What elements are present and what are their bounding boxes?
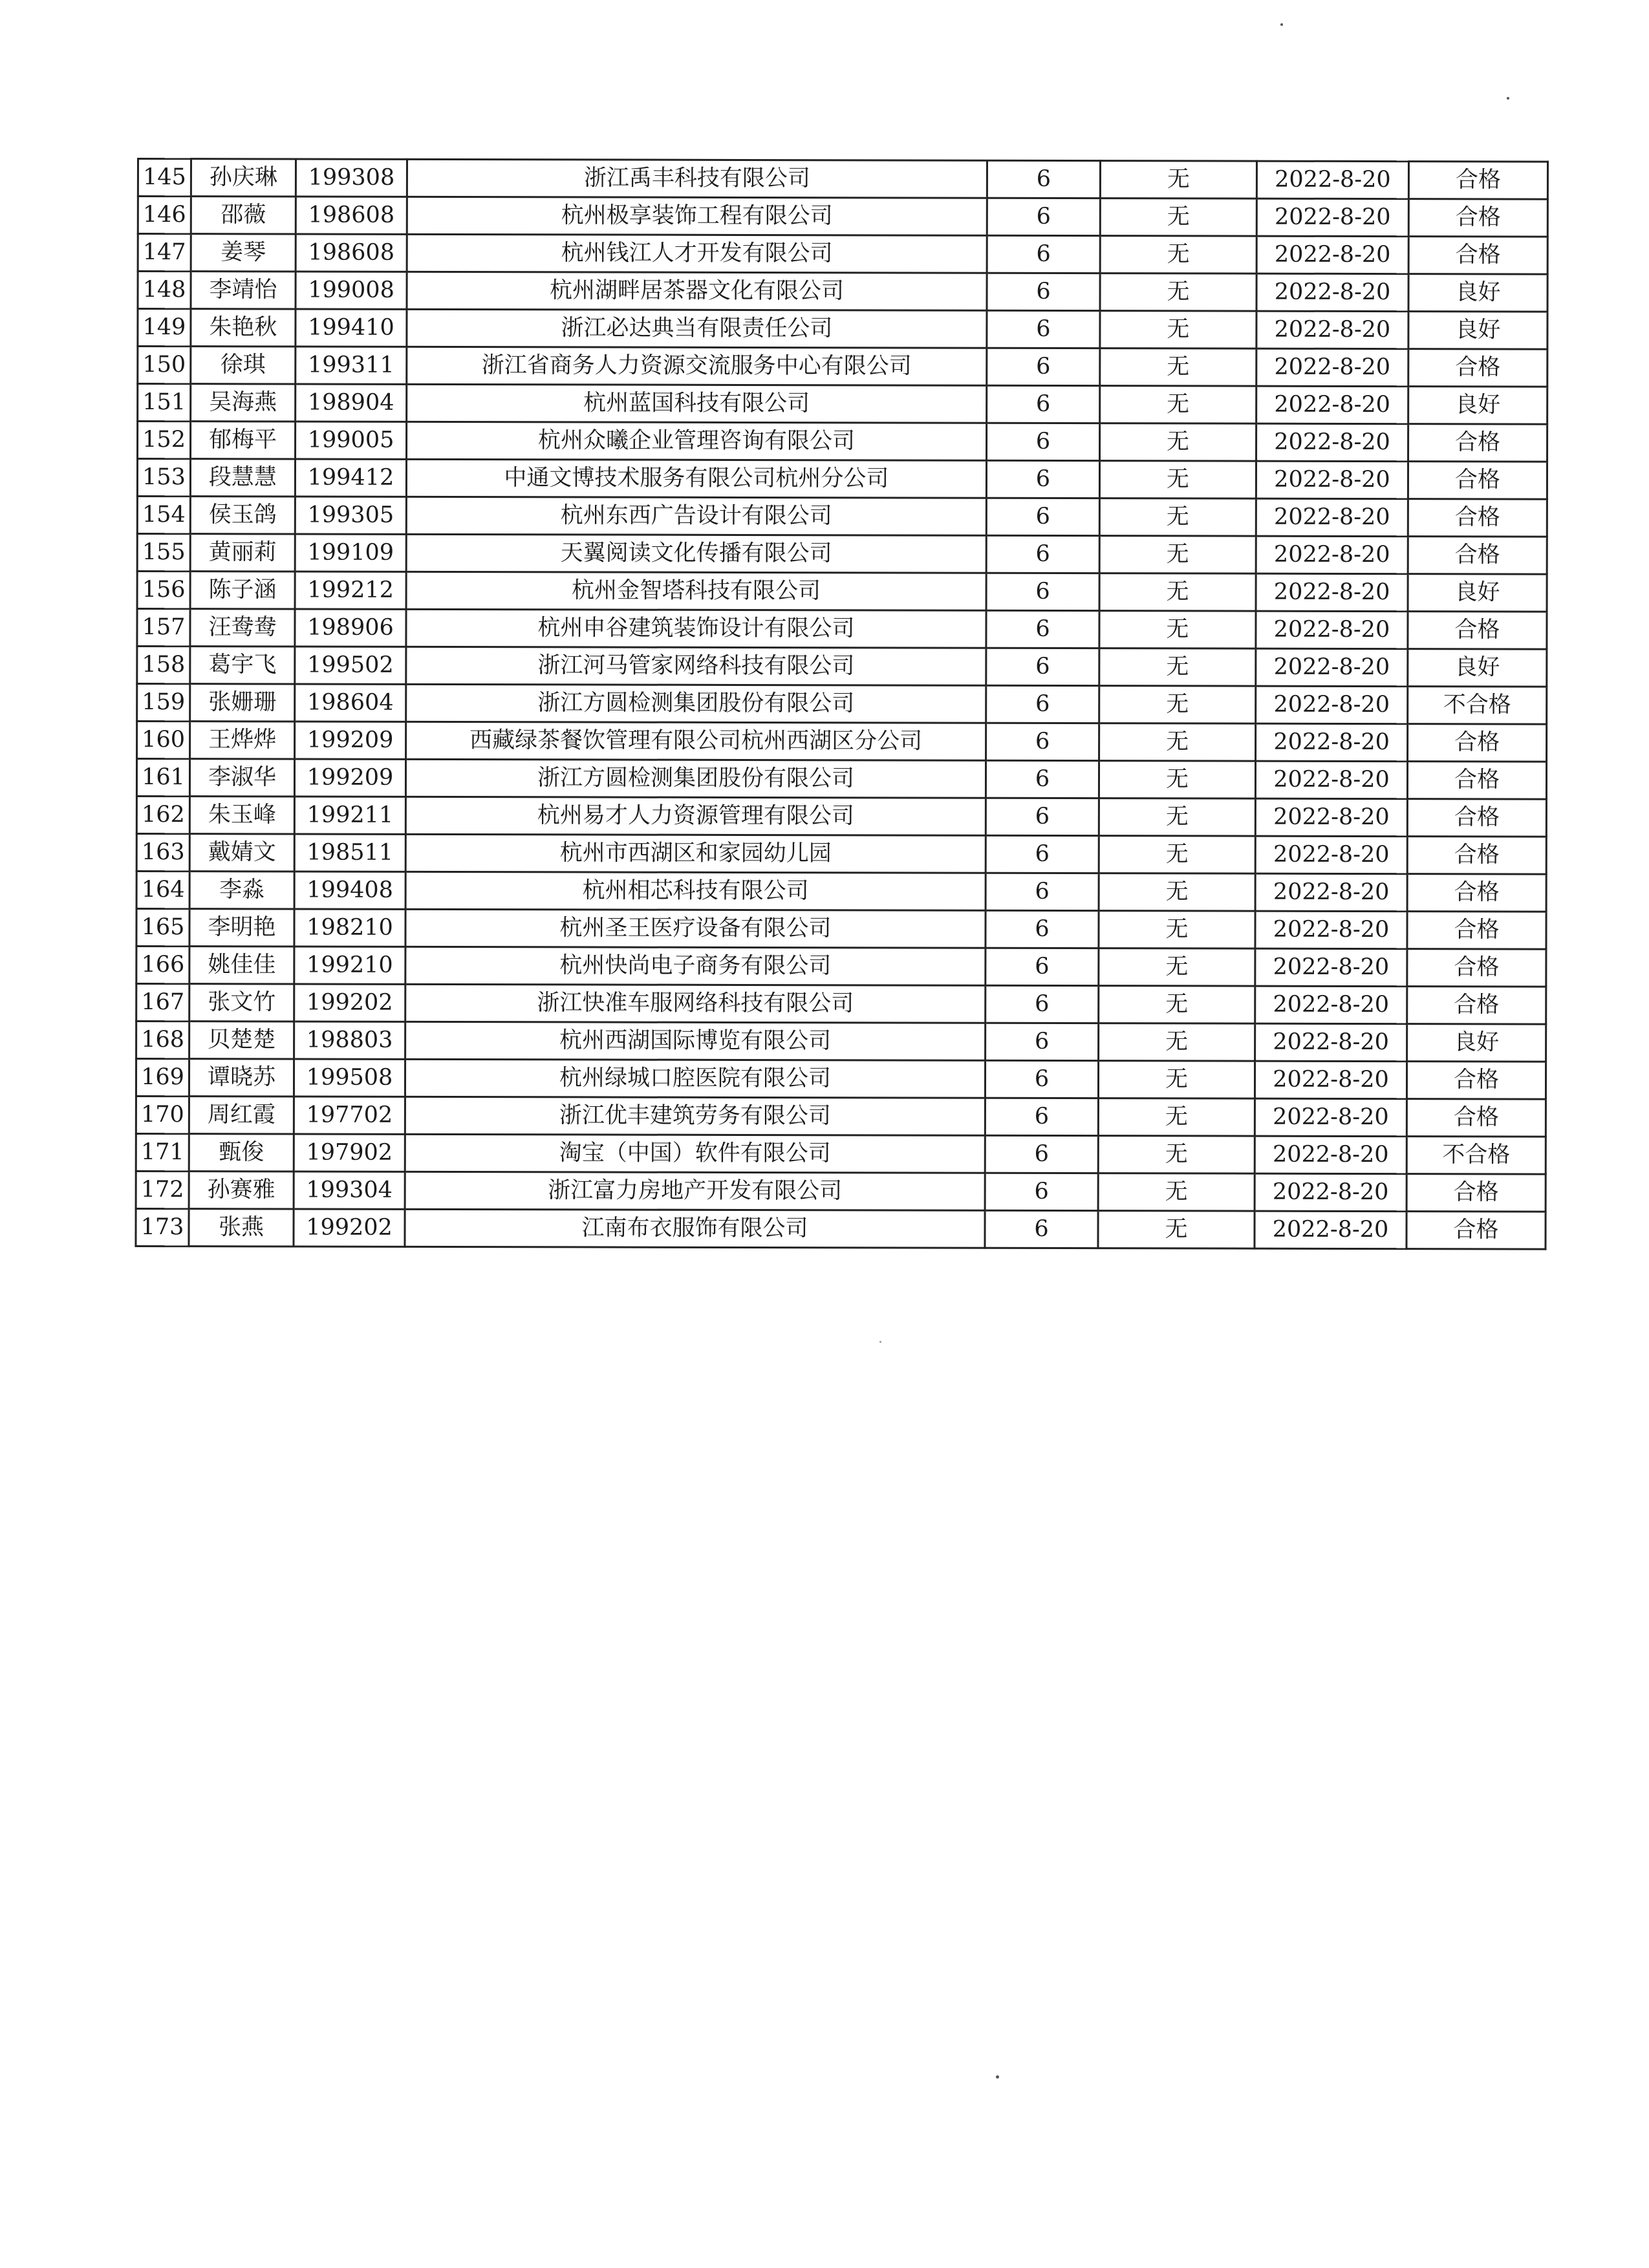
date: 2022-8-20 bbox=[1256, 161, 1408, 198]
remark: 无 bbox=[1100, 423, 1256, 462]
result: 合格 bbox=[1407, 874, 1546, 912]
remark: 无 bbox=[1099, 836, 1255, 874]
remark: 无 bbox=[1099, 948, 1255, 987]
table-row bbox=[136, 947, 1546, 987]
company-name: 江南布衣服饰有限公司 bbox=[405, 1209, 985, 1248]
birth-code: 199305 bbox=[295, 497, 406, 534]
row-number: 158 bbox=[137, 647, 190, 684]
remark: 无 bbox=[1099, 648, 1256, 687]
company-name: 天翼阅读文化传播有限公司 bbox=[406, 534, 986, 573]
person-name: 姜琴 bbox=[191, 234, 296, 272]
company-name: 杭州绿城口腔医院有限公司 bbox=[405, 1059, 985, 1098]
score: 6 bbox=[986, 760, 1099, 798]
date: 2022-8-20 bbox=[1255, 798, 1407, 836]
result: 不合格 bbox=[1408, 687, 1547, 724]
table-row bbox=[136, 1097, 1546, 1137]
date: 2022-8-20 bbox=[1255, 1211, 1406, 1248]
person-name: 侯玉鸽 bbox=[190, 497, 295, 534]
date: 2022-8-20 bbox=[1256, 686, 1408, 723]
birth-code: 199202 bbox=[294, 984, 405, 1022]
row-number: 147 bbox=[138, 234, 191, 272]
company-name: 杭州极享装饰工程有限公司 bbox=[407, 197, 987, 235]
company-name: 浙江禹丰科技有限公司 bbox=[407, 159, 987, 198]
date: 2022-8-20 bbox=[1256, 273, 1408, 311]
result: 合格 bbox=[1406, 1212, 1546, 1249]
score: 6 bbox=[986, 573, 1099, 610]
remark: 无 bbox=[1098, 1098, 1255, 1137]
company-name: 浙江省商务人力资源交流服务中心有限公司 bbox=[407, 347, 987, 385]
score: 6 bbox=[986, 985, 1099, 1023]
scan-speck bbox=[1507, 97, 1509, 100]
birth-code: 197702 bbox=[294, 1097, 405, 1134]
table-row bbox=[137, 459, 1547, 500]
score: 6 bbox=[986, 873, 1099, 910]
person-name: 吴海燕 bbox=[191, 384, 296, 422]
person-name: 贝楚楚 bbox=[189, 1022, 294, 1059]
table-row bbox=[138, 159, 1547, 200]
birth-code: 199109 bbox=[295, 534, 406, 572]
remark: 无 bbox=[1099, 1023, 1255, 1062]
birth-code: 199408 bbox=[294, 872, 405, 909]
row-number: 164 bbox=[136, 872, 189, 909]
result: 合格 bbox=[1408, 424, 1547, 462]
date: 2022-8-20 bbox=[1256, 311, 1408, 348]
person-name: 李淑华 bbox=[189, 759, 294, 797]
row-number: 154 bbox=[137, 497, 190, 534]
company-name: 浙江必达典当有限责任公司 bbox=[407, 309, 987, 348]
person-name: 周红霞 bbox=[189, 1097, 294, 1134]
company-name: 浙江方圆检测集团股份有限公司 bbox=[406, 684, 986, 723]
score: 6 bbox=[986, 648, 1099, 685]
birth-code: 198608 bbox=[296, 197, 407, 234]
remark: 无 bbox=[1099, 498, 1256, 537]
row-number: 153 bbox=[137, 459, 190, 497]
score: 6 bbox=[985, 1098, 1098, 1135]
result: 合格 bbox=[1407, 949, 1546, 987]
company-name: 杭州易才人力资源管理有限公司 bbox=[405, 797, 986, 835]
row-number: 169 bbox=[136, 1059, 189, 1097]
score: 6 bbox=[986, 723, 1099, 760]
row-number: 170 bbox=[136, 1097, 189, 1134]
birth-code: 198604 bbox=[295, 684, 406, 722]
remark: 无 bbox=[1100, 348, 1256, 387]
remark: 无 bbox=[1100, 386, 1256, 424]
date: 2022-8-20 bbox=[1256, 498, 1408, 536]
result: 合格 bbox=[1408, 237, 1547, 274]
remark: 无 bbox=[1099, 761, 1255, 799]
score: 6 bbox=[987, 423, 1100, 460]
table-row bbox=[137, 534, 1547, 575]
row-number: 163 bbox=[136, 834, 189, 872]
date: 2022-8-20 bbox=[1256, 386, 1408, 423]
birth-code: 199008 bbox=[296, 272, 407, 309]
row-number: 148 bbox=[138, 272, 191, 309]
date: 2022-8-20 bbox=[1255, 986, 1407, 1023]
table-row bbox=[136, 759, 1546, 800]
birth-code: 199210 bbox=[294, 947, 405, 984]
person-name: 孙赛雅 bbox=[189, 1171, 294, 1209]
score: 6 bbox=[985, 1135, 1098, 1173]
score: 6 bbox=[987, 273, 1100, 310]
score: 6 bbox=[987, 235, 1100, 273]
company-name: 浙江方圆检测集团股份有限公司 bbox=[405, 759, 986, 798]
score: 6 bbox=[985, 1060, 1098, 1098]
company-name: 杭州蓝国科技有限公司 bbox=[407, 384, 987, 423]
table-row bbox=[136, 1022, 1546, 1062]
person-name: 朱艳秋 bbox=[191, 309, 296, 347]
row-number: 151 bbox=[138, 384, 191, 422]
table-row bbox=[138, 234, 1547, 275]
person-name: 葛宇飞 bbox=[190, 647, 295, 684]
score: 6 bbox=[987, 348, 1100, 385]
result: 合格 bbox=[1407, 912, 1546, 949]
person-name: 邵薇 bbox=[191, 197, 296, 234]
row-number: 156 bbox=[137, 572, 190, 609]
birth-code: 198210 bbox=[294, 909, 405, 947]
table-row bbox=[137, 722, 1547, 762]
remark: 无 bbox=[1100, 311, 1256, 349]
table-row bbox=[136, 834, 1546, 875]
table-row bbox=[136, 1208, 1546, 1249]
score: 6 bbox=[986, 610, 1099, 648]
result: 合格 bbox=[1407, 837, 1546, 874]
company-name: 浙江快准车服网络科技有限公司 bbox=[405, 984, 986, 1023]
scan-speck bbox=[1280, 23, 1283, 26]
date: 2022-8-20 bbox=[1256, 198, 1408, 236]
company-name: 中通文博技术服务有限公司杭州分公司 bbox=[406, 459, 986, 498]
score: 6 bbox=[986, 798, 1099, 835]
table-row bbox=[138, 384, 1547, 425]
date: 2022-8-20 bbox=[1256, 611, 1408, 648]
row-number: 160 bbox=[137, 722, 190, 759]
company-name: 淘宝（中国）软件有限公司 bbox=[405, 1134, 985, 1173]
row-number: 165 bbox=[136, 909, 189, 947]
score: 6 bbox=[987, 198, 1100, 235]
result: 合格 bbox=[1408, 537, 1547, 574]
remark: 无 bbox=[1099, 911, 1255, 949]
remark: 无 bbox=[1100, 198, 1256, 237]
birth-code: 198608 bbox=[296, 234, 407, 272]
remark: 无 bbox=[1100, 161, 1256, 199]
person-name: 戴婧文 bbox=[189, 834, 294, 872]
company-name: 杭州众曦企业管理咨询有限公司 bbox=[407, 422, 987, 460]
remark: 无 bbox=[1098, 1211, 1255, 1249]
row-number: 159 bbox=[137, 684, 190, 722]
score: 6 bbox=[985, 1173, 1098, 1210]
row-number: 172 bbox=[136, 1171, 189, 1208]
result: 合格 bbox=[1406, 1062, 1546, 1099]
company-name: 杭州西湖国际博览有限公司 bbox=[405, 1022, 986, 1060]
remark: 无 bbox=[1099, 461, 1256, 499]
table-row bbox=[136, 1171, 1546, 1212]
date: 2022-8-20 bbox=[1255, 873, 1407, 911]
row-number: 146 bbox=[138, 197, 191, 234]
row-number: 171 bbox=[136, 1133, 189, 1171]
remark: 无 bbox=[1099, 723, 1256, 762]
result: 合格 bbox=[1408, 724, 1547, 762]
table-row bbox=[138, 197, 1547, 237]
score: 6 bbox=[986, 948, 1099, 985]
score: 6 bbox=[985, 1210, 1098, 1248]
table-row bbox=[136, 797, 1546, 837]
score: 6 bbox=[986, 835, 1099, 873]
date: 2022-8-20 bbox=[1255, 911, 1407, 948]
row-number: 168 bbox=[136, 1022, 189, 1059]
result: 合格 bbox=[1406, 1099, 1546, 1137]
score: 6 bbox=[986, 1023, 1099, 1060]
date: 2022-8-20 bbox=[1256, 348, 1408, 386]
company-name: 杭州金智塔科技有限公司 bbox=[406, 572, 986, 610]
birth-code: 199211 bbox=[294, 797, 405, 834]
birth-code: 199308 bbox=[296, 159, 407, 197]
remark: 无 bbox=[1100, 273, 1256, 312]
person-name: 张姗珊 bbox=[190, 684, 295, 722]
birth-code: 199202 bbox=[294, 1209, 405, 1246]
date: 2022-8-20 bbox=[1255, 761, 1407, 798]
table-row bbox=[136, 1133, 1546, 1174]
table-row bbox=[137, 572, 1547, 612]
company-name: 浙江河马管家网络科技有限公司 bbox=[406, 647, 986, 685]
remark: 无 bbox=[1099, 611, 1256, 649]
date: 2022-8-20 bbox=[1255, 948, 1407, 986]
company-name: 杭州湖畔居茶器文化有限公司 bbox=[407, 272, 987, 310]
result: 良好 bbox=[1408, 274, 1547, 312]
birth-code: 198904 bbox=[296, 384, 407, 422]
person-name: 郁梅平 bbox=[191, 422, 296, 459]
birth-code: 199508 bbox=[294, 1059, 405, 1097]
person-name: 李靖怡 bbox=[191, 272, 296, 309]
person-name: 朱玉峰 bbox=[189, 797, 294, 834]
remark: 无 bbox=[1098, 1173, 1255, 1212]
result: 良好 bbox=[1408, 574, 1547, 612]
person-name: 李淼 bbox=[189, 872, 294, 909]
table-row bbox=[136, 1059, 1546, 1100]
scan-speck bbox=[996, 2075, 999, 2079]
result: 合格 bbox=[1407, 987, 1546, 1024]
table-row bbox=[136, 909, 1546, 950]
table-row bbox=[137, 647, 1547, 687]
person-name: 黄丽莉 bbox=[190, 534, 295, 572]
row-number: 161 bbox=[136, 759, 189, 797]
row-number: 162 bbox=[136, 797, 189, 834]
birth-code: 198906 bbox=[295, 609, 406, 647]
person-name: 张文竹 bbox=[189, 984, 294, 1022]
row-number: 166 bbox=[136, 947, 189, 984]
company-name: 杭州钱江人才开发有限公司 bbox=[407, 234, 987, 273]
date: 2022-8-20 bbox=[1256, 461, 1408, 498]
remark: 无 bbox=[1099, 986, 1255, 1024]
person-name: 汪鸯鸯 bbox=[190, 609, 295, 647]
table-row bbox=[137, 684, 1547, 725]
table-row bbox=[138, 309, 1547, 350]
person-name: 姚佳佳 bbox=[189, 947, 294, 984]
date: 2022-8-20 bbox=[1256, 423, 1408, 461]
result: 合格 bbox=[1408, 612, 1547, 649]
birth-code: 199005 bbox=[296, 422, 407, 459]
date: 2022-8-20 bbox=[1256, 648, 1408, 686]
remark: 无 bbox=[1099, 536, 1256, 574]
person-name: 甄俊 bbox=[189, 1134, 294, 1171]
person-name: 李明艳 bbox=[189, 909, 294, 947]
company-name: 西藏绿茶餐饮管理有限公司杭州西湖区分公司 bbox=[406, 722, 986, 760]
result: 不合格 bbox=[1406, 1137, 1546, 1174]
remark: 无 bbox=[1099, 573, 1256, 612]
birth-code: 199311 bbox=[296, 347, 407, 384]
results-table bbox=[135, 158, 1549, 1250]
score: 6 bbox=[986, 535, 1099, 573]
result: 合格 bbox=[1408, 349, 1547, 387]
birth-code: 197902 bbox=[294, 1134, 405, 1171]
result: 良好 bbox=[1408, 387, 1547, 424]
company-name: 杭州市西湖区和家园幼儿园 bbox=[405, 834, 986, 873]
remark: 无 bbox=[1100, 236, 1256, 274]
person-name: 徐琪 bbox=[191, 347, 296, 384]
date: 2022-8-20 bbox=[1255, 1061, 1406, 1098]
row-number: 167 bbox=[136, 984, 189, 1022]
birth-code: 198511 bbox=[294, 834, 405, 872]
birth-code: 198803 bbox=[294, 1022, 405, 1059]
birth-code: 199412 bbox=[295, 459, 406, 497]
row-number: 157 bbox=[137, 609, 190, 647]
score: 6 bbox=[986, 460, 1099, 498]
date: 2022-8-20 bbox=[1255, 1098, 1406, 1136]
birth-code: 199410 bbox=[296, 309, 407, 347]
result: 合格 bbox=[1407, 762, 1546, 799]
company-name: 杭州圣王医疗设备有限公司 bbox=[405, 909, 986, 948]
score: 6 bbox=[986, 910, 1099, 948]
birth-code: 199212 bbox=[295, 572, 406, 609]
birth-code: 199209 bbox=[294, 759, 405, 797]
table-row bbox=[138, 272, 1547, 312]
remark: 无 bbox=[1099, 686, 1256, 724]
result: 合格 bbox=[1408, 162, 1547, 199]
date: 2022-8-20 bbox=[1255, 1173, 1406, 1211]
result: 合格 bbox=[1408, 499, 1547, 537]
score: 6 bbox=[987, 160, 1100, 198]
table-body bbox=[136, 159, 1548, 1250]
person-name: 陈子涵 bbox=[190, 572, 295, 609]
company-name: 杭州快尚电子商务有限公司 bbox=[405, 947, 986, 985]
birth-code: 199209 bbox=[295, 722, 406, 759]
company-name: 杭州东西广告设计有限公司 bbox=[406, 497, 986, 535]
row-number: 149 bbox=[138, 309, 191, 347]
date: 2022-8-20 bbox=[1255, 1023, 1407, 1061]
company-name: 杭州申谷建筑装饰设计有限公司 bbox=[406, 609, 986, 648]
person-name: 张燕 bbox=[189, 1209, 294, 1246]
result: 良好 bbox=[1407, 1024, 1546, 1062]
date: 2022-8-20 bbox=[1256, 536, 1408, 573]
remark: 无 bbox=[1098, 1061, 1255, 1099]
row-number: 150 bbox=[138, 347, 191, 384]
table-row bbox=[138, 347, 1547, 387]
person-name: 王烨烨 bbox=[190, 722, 295, 759]
birth-code: 199304 bbox=[294, 1171, 405, 1209]
company-name: 浙江优丰建筑劳务有限公司 bbox=[405, 1097, 985, 1135]
score: 6 bbox=[986, 685, 1099, 723]
remark: 无 bbox=[1099, 798, 1255, 837]
date: 2022-8-20 bbox=[1256, 573, 1408, 611]
table-row bbox=[137, 497, 1547, 537]
person-name: 孙庆琳 bbox=[191, 159, 296, 197]
row-number: 173 bbox=[136, 1208, 189, 1246]
table-row bbox=[137, 609, 1547, 650]
row-number: 145 bbox=[138, 159, 191, 197]
date: 2022-8-20 bbox=[1255, 836, 1407, 873]
remark: 无 bbox=[1098, 1136, 1255, 1174]
company-name: 浙江富力房地产开发有限公司 bbox=[405, 1171, 985, 1210]
result: 合格 bbox=[1406, 1174, 1546, 1212]
score: 6 bbox=[987, 385, 1100, 423]
date: 2022-8-20 bbox=[1256, 723, 1408, 761]
date: 2022-8-20 bbox=[1256, 236, 1408, 273]
table-row bbox=[138, 422, 1547, 462]
score: 6 bbox=[986, 498, 1099, 535]
scan-speck bbox=[879, 1341, 881, 1343]
table-row bbox=[136, 872, 1546, 912]
date: 2022-8-20 bbox=[1255, 1136, 1406, 1173]
result: 合格 bbox=[1407, 799, 1546, 837]
result: 合格 bbox=[1408, 462, 1547, 499]
birth-code: 199502 bbox=[295, 647, 406, 684]
remark: 无 bbox=[1099, 873, 1255, 912]
table-row bbox=[136, 984, 1546, 1025]
result: 良好 bbox=[1408, 649, 1547, 687]
score: 6 bbox=[987, 310, 1100, 348]
result: 良好 bbox=[1408, 312, 1547, 349]
company-name: 杭州相芯科技有限公司 bbox=[405, 872, 986, 910]
person-name: 谭晓苏 bbox=[189, 1059, 294, 1097]
result: 合格 bbox=[1408, 199, 1547, 237]
person-name: 段慧慧 bbox=[190, 459, 295, 497]
row-number: 155 bbox=[137, 534, 190, 572]
row-number: 152 bbox=[138, 422, 191, 459]
